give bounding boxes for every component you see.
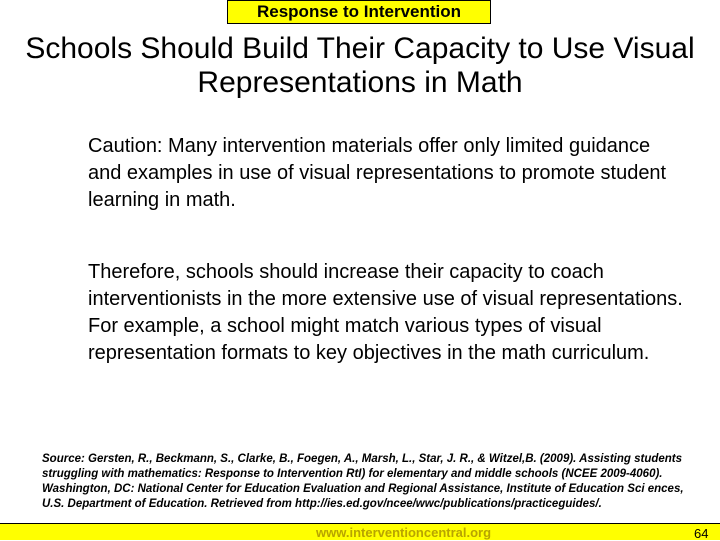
source-citation: Source: Gersten, R., Beckmann, S., Clarke, B., Foegen, A., Marsh, L., Star, J. R., & Witzel,B. (2009). Assisting students struggling with mathematics: Response to Intervention RtI) for elementary and middle schools (NCEE 2009-4060). Washington, DC: National Center for Education Evaluation and Regional Assistance, Institute of Education Sci ences, U.S. Department of Education. Retrieved from http://ies.ed.gov/ncee/wwc/publications/practiceguides/.	[42, 453, 684, 510]
slide-title: Schools Should Build Their Capacity to Use Visual Representations in Math	[25, 32, 695, 99]
footer-url[interactable]: www.interventioncentral.org	[316, 525, 492, 540]
header-label: Response to Intervention	[256, 2, 462, 21]
caution-paragraph: Caution: Many intervention materials offer only limited guidance and examples in use of visual representations to promote student learning in math.	[88, 135, 667, 211]
page-number: 64	[694, 526, 709, 541]
header-banner	[227, 0, 491, 24]
recommendation-paragraph: Therefore, schools should increase their capacity to coach interventionists in the more extensive use of visual representations. For example, a school might match various types of visual representation formats to key objectives in the math curriculum.	[88, 261, 683, 364]
